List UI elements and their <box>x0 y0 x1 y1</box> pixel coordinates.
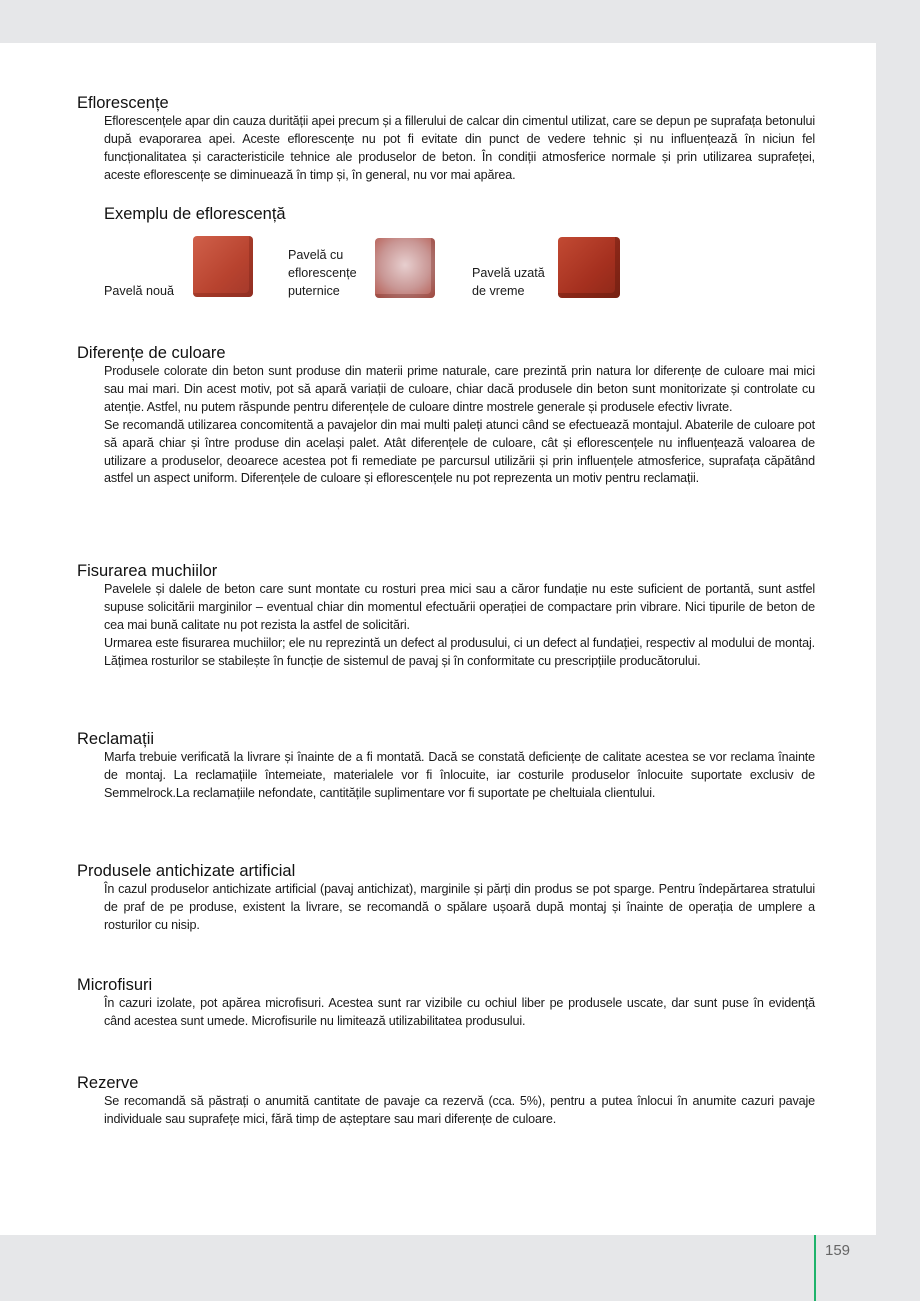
caption-line: Pavelă uzată <box>472 266 545 280</box>
caption-line: Pavelă cu <box>288 248 344 262</box>
section-complaints <box>77 729 815 803</box>
caption-new-paver <box>104 283 174 301</box>
section-antiqued-products <box>77 861 815 935</box>
section-reserves <box>77 1073 815 1129</box>
caption-weathered-paver <box>472 265 545 301</box>
caption-line: puternice <box>288 283 340 298</box>
section-heading: Eflorescențe <box>77 94 169 112</box>
section-heading: Rezerve <box>77 1074 139 1092</box>
section-heading: Reclamații <box>77 730 155 748</box>
caption-efflorescence-paver <box>288 247 357 301</box>
section-paragraph: Marfa trebuie verificată la livrare și înainte de a fi montată. Dacă se constată deficiențe de calitate acestea se vor reclama înainte de montaj. La reclamațiile întemeiate, materialele vor fi înlocuite, iar costurile produselor înlocuite suportate exclusiv de Semmelrock.La reclamațiile nefondate, cantitățile suplimentare vor fi suportate pe cheltuiala clientului. <box>104 750 815 800</box>
section-eflorescente <box>77 93 815 185</box>
efflorescence-paver-image <box>375 238 435 298</box>
page-number: 159 <box>825 1242 851 1259</box>
accent-divider <box>814 1235 816 1301</box>
section-paragraph: Se recomandă să păstrați o anumită cantitate de pavaje ca rezervă (cca. 5%), pentru a putea înlocui în anumite cazuri pavaje individuale sau suprafețe mici, fără timp de așteptare sau mari diferențe de culoare. <box>104 1094 815 1126</box>
caption-line: Pavelă nouă <box>104 284 175 298</box>
section-microcracks <box>77 975 815 1031</box>
weathered-paver-image <box>558 237 620 298</box>
section-paragraph: În cazul produselor antichizate artificial (pavaj antichizat), marginile și părți din produs se pot sparge. Pentru îndepărtarea stratului de praf de pe produse, existent la livrare, se recomandă o spălare ușoară după montaj și înainte de operația de umplere a rosturilor cu nisip. <box>104 882 815 932</box>
caption-line: de vreme <box>472 283 525 298</box>
section-paragraph: Eflorescențele apar din cauza durității apei precum și a fillerului de calcar din cimentul utilizat, care se depun pe suprafața betonului după evaporarea apei. Aceste eflorescențe nu pot fi evitate din punct de vedere tehnic și nu influențează în niciun fel funcționalitatea și caracteristicile tehnice ale produselor de beton. În condiții atmosferice normale și prin utilizarea suprafeței, aceste eflorescențe se diminuează în timp și, în general, nu vor mai apărea. <box>104 114 816 182</box>
section-heading: Microfisuri <box>77 976 153 994</box>
section-paragraph: Produsele colorate din beton sunt produse din materii prime naturale, care prezintă prin natura lor diferențe de culoare mai mici sau mai mari. Din acest motiv, pot să apară variații de culoare, chiar dacă produsele din beton sunt monitorizate și controlate cu atenție. Astfel, nu putem răspunde pentru diferențele de culoare dintre mostrele generale și produsele efectiv livrate. <box>104 364 815 414</box>
section-paragraph: Urmarea este fisurarea muchiilor; ele nu reprezintă un defect al produsului, ci un defect al fundației, respectiv al modului de montaj. Lățimea rosturilor se stabilește în funcție de sistemul de pavaj și în conformitate cu prescripțiile producătorului. <box>104 635 815 668</box>
section-paragraph: Se recomandă utilizarea concomitentă a pavajelor din mai multi paleți atunci când se efectuează montajul. Abaterile de culoare pot să apară chiar și între produse din același palet. Atât diferențele de culoare, cât și eflorescențele nu influențează valoarea de utilizare a produselor, deoarece acestea pot fi remediate pe parcursul utilizării și prin influențele atmosferice, suprafața căpătând astfel un aspect uniform. Diferențele de culoare și eflorescențele nu pot reprezenta un motiv pentru reclamații. <box>104 417 815 486</box>
section-edge-cracking <box>77 561 815 671</box>
new-paver-image <box>193 236 253 297</box>
section-paragraph: Pavelele și dalele de beton care sunt montate cu rosturi prea mici sau a căror fundație nu este suficient de portantă, sunt astfel supuse solicitării marginilor – eventual chiar din momentul efectuării operației de compactare prin vibrare. Nici tipurile de beton de cea mai bună calitate nu pot rezista la astfel de solicitări. <box>104 582 815 632</box>
caption-line: eflorescențe <box>288 265 357 280</box>
example-heading: Exemplu de eflorescență <box>104 205 286 223</box>
section-color-differences <box>77 343 815 488</box>
section-heading: Diferențe de culoare <box>77 344 226 362</box>
section-heading: Produsele antichizate artificial <box>77 862 296 880</box>
section-heading: Fisurarea muchiilor <box>77 562 218 580</box>
section-paragraph: În cazuri izolate, pot apărea microfisuri. Acestea sunt rar vizibile cu ochiul liber pe produsele uscate, dar sunt puse în evidență când acestea sunt umede. Microfisurile nu limitează utilizabilitatea produsului. <box>104 996 815 1028</box>
